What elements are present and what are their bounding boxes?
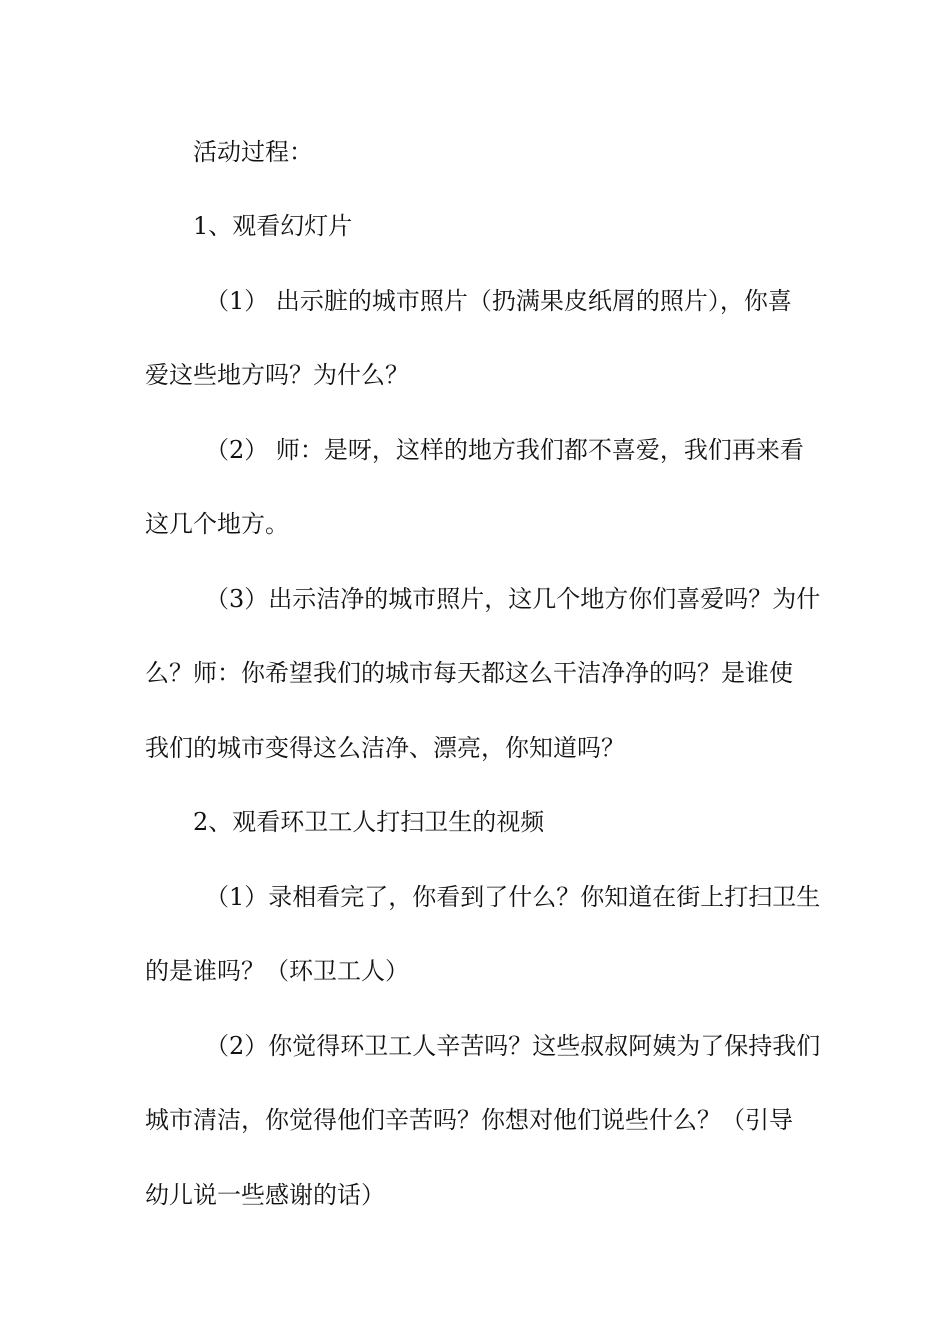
- paragraph-line: （2）你觉得环卫工人辛苦吗？这些叔叔阿姨为了保持我们: [205, 1032, 821, 1060]
- paragraph-line: 爱这些地方吗？为什么？: [145, 361, 409, 389]
- step-heading-2: 2、观看环卫工人打扫卫生的视频: [193, 808, 545, 836]
- paragraph-line: （2） 师：是呀，这样的地方我们都不喜爱，我们再来看: [205, 436, 804, 464]
- paragraph-line: 城市清洁，你觉得他们辛苦吗？你想对他们说些什么？（引导: [145, 1106, 793, 1134]
- paragraph-line: 这几个地方。: [145, 510, 289, 538]
- paragraph-line: （3）出示洁净的城市照片，这几个地方你们喜爱吗？为什: [205, 585, 821, 613]
- paragraph-line: 幼儿说一些感谢的话）: [145, 1181, 385, 1209]
- paragraph-line: 我们的城市变得这么洁净、漂亮，你知道吗？: [145, 734, 625, 762]
- paragraph-line: （1） 出示脏的城市照片（扔满果皮纸屑的照片），你喜: [205, 287, 792, 315]
- step-heading-1: 1、观看幻灯片: [193, 212, 353, 240]
- paragraph-line: 的是谁吗？（环卫工人）: [145, 957, 409, 985]
- paragraph-line: （1）录相看完了，你看到了什么？你知道在街上打扫卫生: [205, 883, 821, 911]
- paragraph-line: 么？师：你希望我们的城市每天都这么干洁净净的吗？是谁使: [145, 659, 793, 687]
- section-heading-activity-process: 活动过程：: [193, 138, 313, 166]
